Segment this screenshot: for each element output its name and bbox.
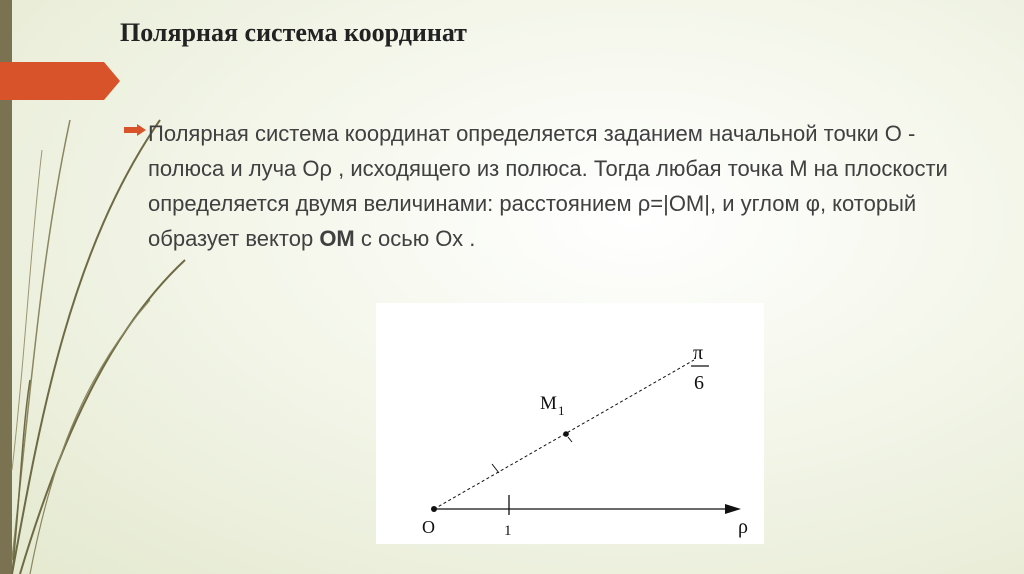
ray-tick-mark: [492, 464, 499, 473]
label-one: 1: [504, 523, 512, 539]
label-rho: ρ: [738, 516, 748, 538]
title-accent-bar: [0, 62, 120, 100]
label-m-subscript: 1: [558, 403, 565, 418]
paragraph-text-part1: Полярная система координат определяется заданием начальной точки О - полюса и луча Оρ , исходящего из полюса. Тогда любая точка М на плоскости определяется двумя величинами: расстоянием ρ=|ОМ|, и углом φ, который образует вектор: [148, 121, 948, 251]
polar-diagram: [376, 303, 764, 544]
pole-point: [431, 506, 437, 512]
angle-denominator: 6: [694, 372, 704, 394]
angle-numerator: π: [693, 342, 704, 364]
label-m: M: [540, 393, 557, 414]
paragraph-text-part2: с осью Ох .: [354, 226, 476, 251]
label-o: O: [422, 517, 435, 537]
bullet-arrow-icon: [124, 124, 146, 136]
bullet-paragraph: [148, 116, 988, 256]
point-m1: [563, 431, 569, 437]
axis-arrowhead: [725, 504, 741, 514]
vector-om-bold: ОМ: [319, 226, 355, 251]
point-m1-tick: [568, 437, 572, 442]
slide-title: Полярная система координат: [120, 18, 467, 47]
